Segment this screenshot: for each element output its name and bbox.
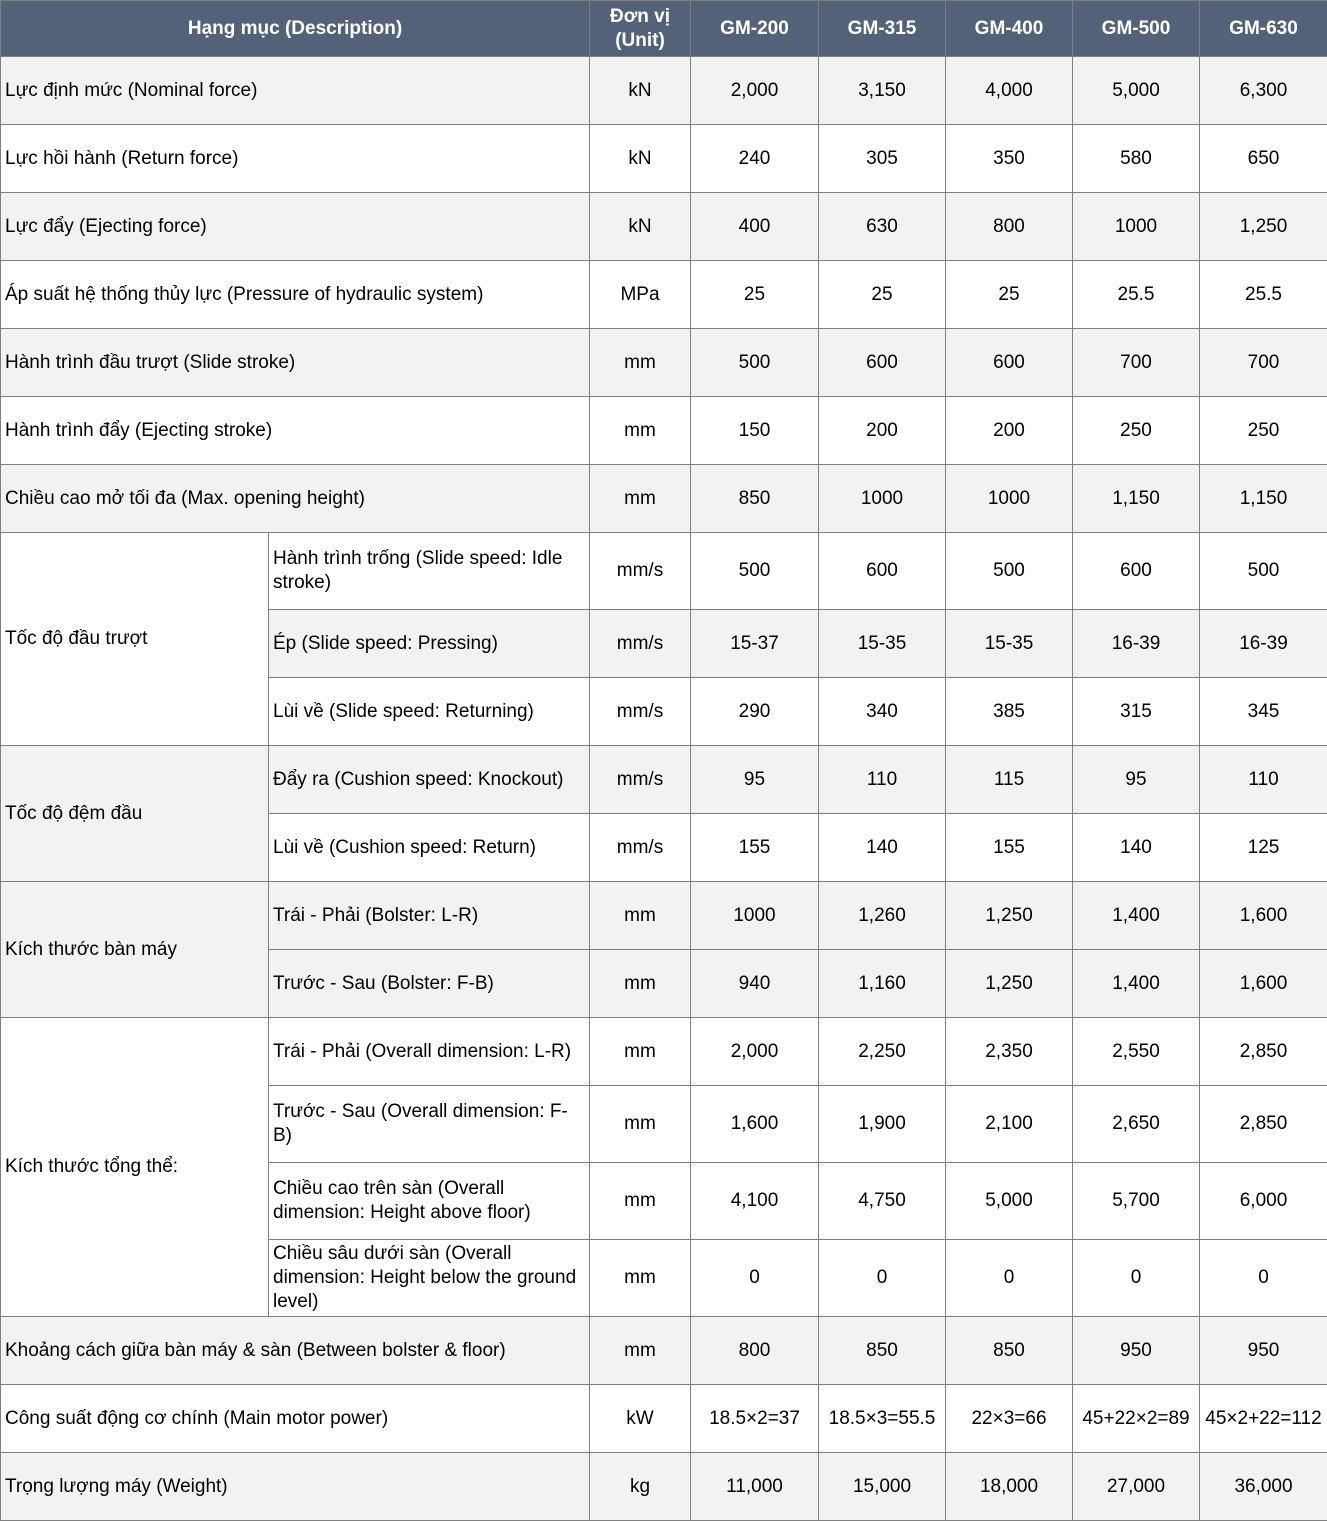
row-value: 5,000 [1073, 57, 1200, 125]
row-value: 200 [819, 397, 946, 465]
row-unit: mm [590, 1240, 691, 1317]
row-unit: mm/s [590, 533, 691, 610]
row-label: Trái - Phải (Bolster: L-R) [269, 882, 590, 950]
row-value: 0 [946, 1240, 1073, 1317]
row-value: 1,150 [1073, 465, 1200, 533]
row-value: 650 [1200, 125, 1327, 193]
row-value: 25 [819, 261, 946, 329]
row-value: 250 [1200, 397, 1327, 465]
row-value: 940 [691, 950, 819, 1018]
row-value: 25.5 [1073, 261, 1200, 329]
row-value: 2,000 [691, 1018, 819, 1086]
row-value: 2,850 [1200, 1018, 1327, 1086]
table-row [1, 125, 1327, 193]
row-value: 0 [1200, 1240, 1327, 1317]
row-label: Lực hồi hành (Return force) [1, 125, 590, 193]
row-value: 345 [1200, 678, 1327, 746]
row-value: 155 [946, 814, 1073, 882]
row-value: 1000 [691, 882, 819, 950]
row-unit: mm [590, 329, 691, 397]
row-value: 5,000 [946, 1163, 1073, 1240]
row-unit: mm/s [590, 678, 691, 746]
header-model: GM-500 [1073, 1, 1200, 57]
row-label: Ép (Slide speed: Pressing) [269, 610, 590, 678]
row-value: 580 [1073, 125, 1200, 193]
row-unit: kg [590, 1453, 691, 1521]
row-unit: mm [590, 1163, 691, 1240]
row-label: Lực định mức (Nominal force) [1, 57, 590, 125]
header-model: GM-315 [819, 1, 946, 57]
row-label: Hành trình trống (Slide speed: Idle stroke) [269, 533, 590, 610]
row-value: 800 [691, 1317, 819, 1385]
row-value: 150 [691, 397, 819, 465]
row-value: 315 [1073, 678, 1200, 746]
row-value: 110 [819, 746, 946, 814]
row-unit: kN [590, 193, 691, 261]
group-label: Kích thước tổng thể: [1, 1018, 269, 1317]
row-value: 110 [1200, 746, 1327, 814]
row-value: 700 [1073, 329, 1200, 397]
row-value: 2,350 [946, 1018, 1073, 1086]
header-model: GM-200 [691, 1, 819, 57]
row-unit: mm [590, 1317, 691, 1385]
row-value: 4,750 [819, 1163, 946, 1240]
row-value: 250 [1073, 397, 1200, 465]
group-label: Kích thước bàn máy [1, 882, 269, 1018]
row-value: 2,100 [946, 1086, 1073, 1163]
row-value: 700 [1200, 329, 1327, 397]
row-value: 6,000 [1200, 1163, 1327, 1240]
row-value: 0 [819, 1240, 946, 1317]
row-label: Hành trình đầu trượt (Slide stroke) [1, 329, 590, 397]
row-value: 45×2+22=112 [1200, 1385, 1327, 1453]
row-label: Áp suất hệ thống thủy lực (Pressure of hydraulic system) [1, 261, 590, 329]
row-unit: MPa [590, 261, 691, 329]
row-label: Công suất động cơ chính (Main motor power) [1, 1385, 590, 1453]
row-value: 36,000 [1200, 1453, 1327, 1521]
row-label: Trước - Sau (Bolster: F-B) [269, 950, 590, 1018]
row-label: Trái - Phải (Overall dimension: L-R) [269, 1018, 590, 1086]
row-value: 22×3=66 [946, 1385, 1073, 1453]
row-value: 1,250 [1200, 193, 1327, 261]
row-value: 2,550 [1073, 1018, 1200, 1086]
row-label: Đẩy ra (Cushion speed: Knockout) [269, 746, 590, 814]
row-unit: mm [590, 1086, 691, 1163]
row-value: 200 [946, 397, 1073, 465]
row-value: 4,000 [946, 57, 1073, 125]
row-value: 155 [691, 814, 819, 882]
row-value: 500 [691, 533, 819, 610]
table-row [1, 1385, 1327, 1453]
row-value: 600 [819, 329, 946, 397]
row-value: 16-39 [1200, 610, 1327, 678]
row-value: 600 [946, 329, 1073, 397]
row-value: 5,700 [1073, 1163, 1200, 1240]
row-value: 18.5×3=55.5 [819, 1385, 946, 1453]
row-label: Chiều sâu dưới sàn (Overall dimension: Height below the ground level) [269, 1240, 590, 1317]
row-value: 2,850 [1200, 1086, 1327, 1163]
row-value: 1,250 [946, 950, 1073, 1018]
row-unit: mm [590, 882, 691, 950]
row-unit: kW [590, 1385, 691, 1453]
table-row [1, 329, 1327, 397]
row-value: 25 [691, 261, 819, 329]
row-value: 400 [691, 193, 819, 261]
row-value: 385 [946, 678, 1073, 746]
row-value: 1,260 [819, 882, 946, 950]
table-row [1, 193, 1327, 261]
row-value: 16-39 [1073, 610, 1200, 678]
row-value: 340 [819, 678, 946, 746]
row-value: 15-35 [819, 610, 946, 678]
row-value: 600 [819, 533, 946, 610]
row-value: 15,000 [819, 1453, 946, 1521]
row-value: 1000 [946, 465, 1073, 533]
row-value: 1,600 [1200, 882, 1327, 950]
table-row [1, 882, 1327, 950]
row-unit: mm/s [590, 814, 691, 882]
row-label: Lực đẩy (Ejecting force) [1, 193, 590, 261]
table-row [1, 465, 1327, 533]
table-row [1, 1317, 1327, 1385]
row-label: Chiều cao mở tối đa (Max. opening height) [1, 465, 590, 533]
table-row [1, 1018, 1327, 1086]
row-value: 290 [691, 678, 819, 746]
row-value: 1,600 [691, 1086, 819, 1163]
row-value: 95 [691, 746, 819, 814]
row-label: Trọng lượng máy (Weight) [1, 1453, 590, 1521]
row-value: 0 [691, 1240, 819, 1317]
row-value: 1,250 [946, 882, 1073, 950]
row-value: 15-37 [691, 610, 819, 678]
row-value: 240 [691, 125, 819, 193]
header-model: GM-400 [946, 1, 1073, 57]
row-value: 11,000 [691, 1453, 819, 1521]
row-value: 15-35 [946, 610, 1073, 678]
row-value: 45+22×2=89 [1073, 1385, 1200, 1453]
row-value: 95 [1073, 746, 1200, 814]
row-value: 3,150 [819, 57, 946, 125]
row-label: Lùi về (Slide speed: Returning) [269, 678, 590, 746]
row-unit: mm/s [590, 746, 691, 814]
row-unit: kN [590, 57, 691, 125]
row-value: 4,100 [691, 1163, 819, 1240]
row-value: 600 [1073, 533, 1200, 610]
row-value: 6,300 [1200, 57, 1327, 125]
row-value: 18,000 [946, 1453, 1073, 1521]
row-value: 1,400 [1073, 950, 1200, 1018]
header-model: GM-630 [1200, 1, 1327, 57]
header-description: Hạng mục (Description) [1, 1, 590, 57]
row-unit: mm [590, 1018, 691, 1086]
row-unit: mm/s [590, 610, 691, 678]
row-value: 500 [691, 329, 819, 397]
row-value: 850 [691, 465, 819, 533]
table-row [1, 1453, 1327, 1521]
row-value: 1,900 [819, 1086, 946, 1163]
row-value: 630 [819, 193, 946, 261]
row-unit: mm [590, 950, 691, 1018]
row-value: 0 [1073, 1240, 1200, 1317]
row-value: 1,160 [819, 950, 946, 1018]
row-value: 305 [819, 125, 946, 193]
row-label: Trước - Sau (Overall dimension: F-B) [269, 1086, 590, 1163]
row-value: 1000 [1073, 193, 1200, 261]
row-value: 25.5 [1200, 261, 1327, 329]
row-label: Khoảng cách giữa bàn máy & sàn (Between bolster & floor) [1, 1317, 590, 1385]
row-value: 2,250 [819, 1018, 946, 1086]
row-value: 18.5×2=37 [691, 1385, 819, 1453]
row-value: 1000 [819, 465, 946, 533]
row-value: 950 [1200, 1317, 1327, 1385]
table-row [1, 533, 1327, 610]
row-value: 500 [1200, 533, 1327, 610]
table-row [1, 57, 1327, 125]
group-label: Tốc độ đệm đầu [1, 746, 269, 882]
row-value: 1,400 [1073, 882, 1200, 950]
row-value: 850 [819, 1317, 946, 1385]
row-value: 850 [946, 1317, 1073, 1385]
row-unit: kN [590, 125, 691, 193]
row-value: 350 [946, 125, 1073, 193]
row-value: 125 [1200, 814, 1327, 882]
row-value: 950 [1073, 1317, 1200, 1385]
header-unit: Đơn vị (Unit) [590, 1, 691, 57]
row-value: 27,000 [1073, 1453, 1200, 1521]
row-value: 25 [946, 261, 1073, 329]
row-value: 800 [946, 193, 1073, 261]
row-value: 2,000 [691, 57, 819, 125]
row-value: 1,600 [1200, 950, 1327, 1018]
row-unit: mm [590, 465, 691, 533]
row-value: 2,650 [1073, 1086, 1200, 1163]
table-row [1, 397, 1327, 465]
group-label: Tốc độ đầu trượt [1, 533, 269, 746]
header-row [1, 1, 1327, 57]
row-value: 140 [819, 814, 946, 882]
row-label: Hành trình đẩy (Ejecting stroke) [1, 397, 590, 465]
table-row [1, 261, 1327, 329]
row-value: 140 [1073, 814, 1200, 882]
row-label: Lùi về (Cushion speed: Return) [269, 814, 590, 882]
row-label: Chiều cao trên sàn (Overall dimension: Height above floor) [269, 1163, 590, 1240]
row-value: 500 [946, 533, 1073, 610]
row-value: 1,150 [1200, 465, 1327, 533]
row-unit: mm [590, 397, 691, 465]
table-row [1, 746, 1327, 814]
row-value: 115 [946, 746, 1073, 814]
